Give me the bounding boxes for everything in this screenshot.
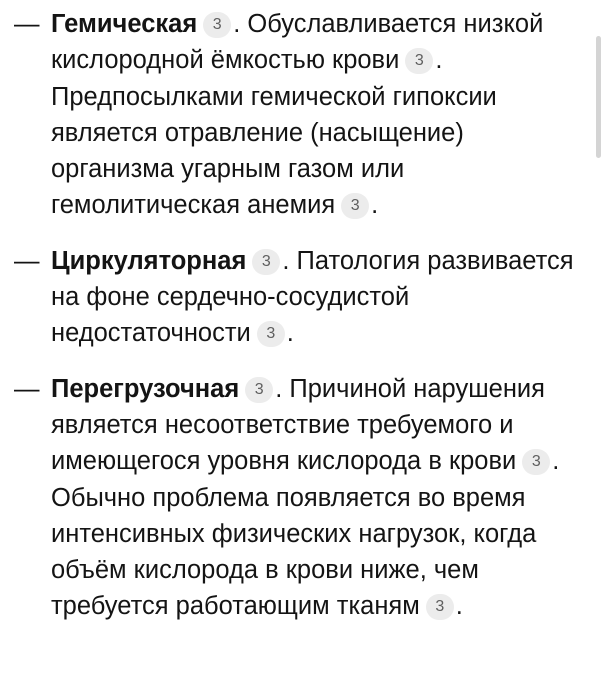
citation-badge[interactable]: 3 (341, 193, 369, 219)
item-text-segment: . Обуславливается низкой кислородной ёмкостью крови (51, 10, 544, 75)
list-dash: — (14, 374, 40, 403)
citation-badge[interactable]: 3 (245, 377, 273, 403)
item-text-segment: . Обычно проблема появляется во время интенсивных физических нагрузок, когда объём кислорода в крови ниже, чем требуется работающим тканям (51, 447, 560, 621)
list-item-circulatory (14, 243, 574, 352)
term-overload: Перегрузочная (51, 374, 240, 403)
term-hemic: Гемическая (51, 10, 198, 38)
list-dash: — (14, 246, 40, 275)
list-item-overload (14, 371, 574, 625)
list-item-text (51, 371, 574, 625)
citation-badge[interactable]: 3 (405, 48, 433, 74)
scrollbar-thumb[interactable] (596, 36, 601, 158)
citation-badge[interactable]: 3 (257, 321, 285, 347)
item-text-segment: . (286, 319, 294, 348)
citation-badge[interactable]: 3 (252, 249, 280, 275)
term-circulatory: Циркуляторная (51, 246, 247, 275)
citation-badge[interactable]: 3 (203, 12, 231, 38)
list-dash: — (14, 10, 40, 38)
citation-badge[interactable]: 3 (522, 449, 550, 475)
item-text-segment: . Патология развивается на фоне сердечно-сосудистой недостаточности (51, 246, 574, 348)
item-text-segment: . (455, 592, 463, 621)
item-text-segment: . (371, 191, 379, 220)
list-item-text (51, 6, 574, 224)
item-text-segment: . Причиной нарушения является несоответствие требуемого и имеющегося уровня кислорода в крови (51, 374, 545, 476)
citation-badge[interactable]: 3 (426, 594, 454, 620)
list-item-hemic (14, 6, 574, 224)
hypoxia-types-list (14, 6, 574, 644)
list-item-text (51, 243, 574, 352)
item-text-segment: . Предпосылками гемической гипоксии является отравление (насыщение) организма угарным газом или гемолитическая анемия (51, 46, 497, 220)
